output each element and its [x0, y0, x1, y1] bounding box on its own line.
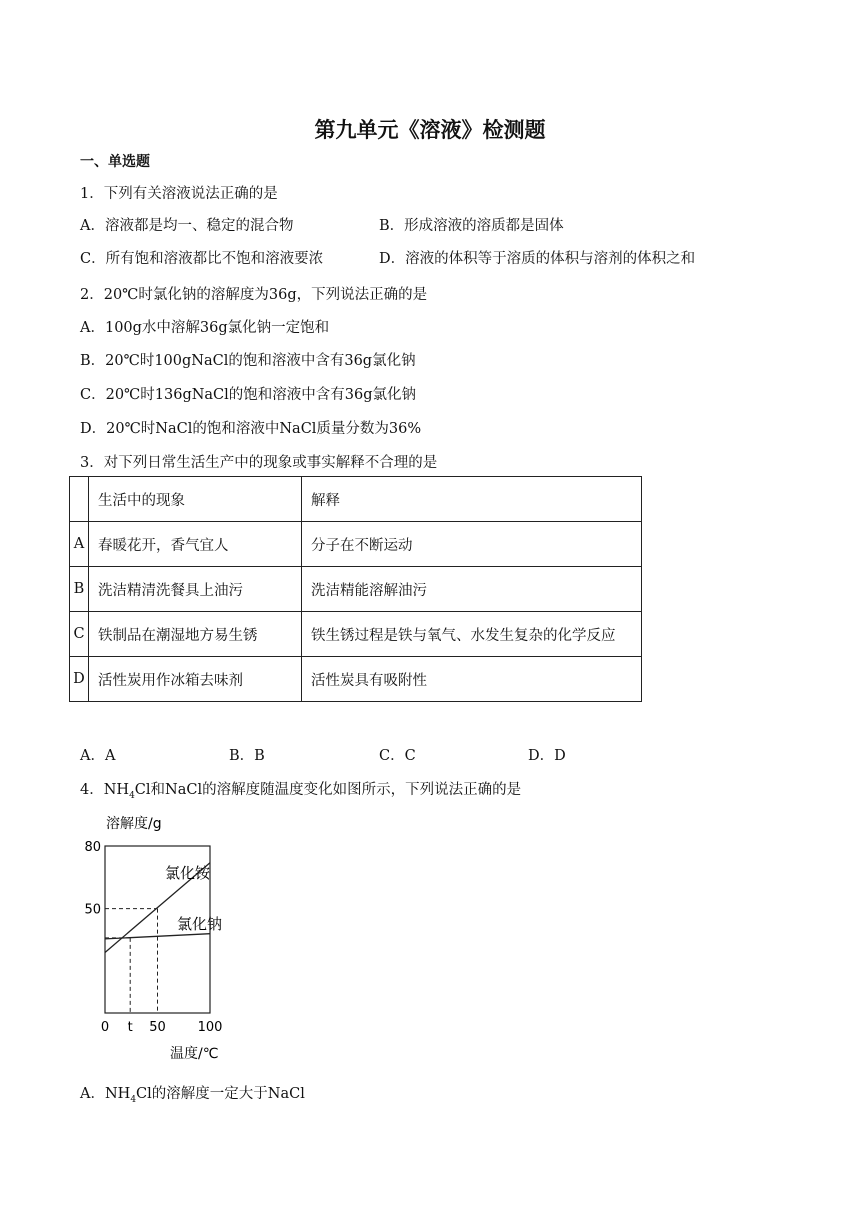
table-row — [70, 612, 642, 657]
row-explanation: 分子在不断运动 — [302, 522, 642, 567]
row-option: D — [70, 657, 89, 702]
page-title: 第九单元《溶液》检测题 — [314, 117, 546, 142]
table-row — [70, 522, 642, 567]
section-heading: 一、单选题 — [80, 154, 150, 170]
series-label-0: 氯化铵 — [165, 864, 211, 882]
x-tick-label: 100 — [197, 1020, 223, 1035]
chart-series — [105, 863, 222, 953]
row-phenomenon: 洗洁精清洗餐具上油污 — [89, 567, 302, 612]
row-explanation: 铁生锈过程是铁与氧气、水发生复杂的化学反应 — [302, 612, 642, 657]
y-tick-label: 50 — [84, 902, 101, 918]
row-option: A — [70, 522, 89, 567]
q2-option-a: A．100g水中溶解36g氯化钠一定饱和 — [80, 320, 330, 336]
row-phenomenon: 活性炭用作冰箱去味剂 — [89, 657, 302, 702]
series-label-1: 氯化钠 — [177, 915, 223, 933]
row-explanation: 活性炭具有吸附性 — [302, 657, 642, 702]
q1-option-a: A．溶液都是均一、稳定的混合物 — [80, 218, 294, 234]
q3-option-d: D．D — [528, 748, 566, 764]
q3-option-c: C．C — [379, 748, 416, 764]
row-phenomenon: 春暖花开，香气宜人 — [89, 522, 302, 567]
row-explanation: 洗洁精能溶解油污 — [302, 567, 642, 612]
row-option: C — [70, 612, 89, 657]
q3-option-b: B．B — [229, 748, 265, 764]
q1-stem: 1．下列有关溶液说法正确的是 — [80, 186, 278, 202]
y-tick-label: 80 — [84, 840, 101, 855]
table-row — [70, 657, 642, 702]
table-header-phenomenon: 生活中的现象 — [89, 477, 302, 522]
table-header-option — [70, 477, 89, 522]
solubility-chart — [80, 812, 280, 1064]
q1-option-c: C．所有饱和溶液都比不饱和溶液要浓 — [80, 251, 324, 267]
table-header-explanation: 解释 — [302, 477, 642, 522]
chart-reference-lines — [105, 909, 158, 1013]
chart-y-axis-label: 溶解度/g — [106, 816, 162, 832]
row-option: B — [70, 567, 89, 612]
row-phenomenon: 铁制品在潮湿地方易生锈 — [89, 612, 302, 657]
q4-stem: 4．$NH_4Cl$和NaCl的溶解度随温度变化如图所示，下列说法正确的是 — [80, 782, 522, 801]
x-tick-label: 50 — [149, 1020, 166, 1035]
q2-option-c: C．20℃时136gNaCl的饱和溶液中含有36g氯化钠 — [80, 387, 417, 403]
chart-x-axis-label: 温度/℃ — [170, 1046, 219, 1062]
table-row — [70, 567, 642, 612]
q1-option-b: B．形成溶液的溶质都是固体 — [379, 218, 564, 234]
q3-option-a: A．A — [80, 748, 116, 764]
q3-stem: 3．对下列日常生活生产中的现象或事实解释不合理的是 — [80, 455, 438, 471]
q2-option-b: B．20℃时100gNaCl的饱和溶液中含有36g氯化钠 — [80, 353, 416, 369]
table-header-row — [70, 477, 642, 522]
q2-stem: 2．20℃时氯化钠的溶解度为36g，下列说法正确的是 — [80, 287, 428, 303]
x-tick-label: t — [127, 1020, 133, 1035]
x-tick-label: 0 — [100, 1020, 110, 1035]
q2-option-d: D．20℃时NaCl的饱和溶液中NaCl质量分数为36% — [80, 421, 422, 437]
q4-option-a: A．$NH_4Cl$的溶解度一定大于NaCl — [80, 1086, 305, 1105]
q3-table — [69, 476, 642, 702]
q1-option-d: D．溶液的体积等于溶质的体积与溶剂的体积之和 — [379, 251, 696, 267]
